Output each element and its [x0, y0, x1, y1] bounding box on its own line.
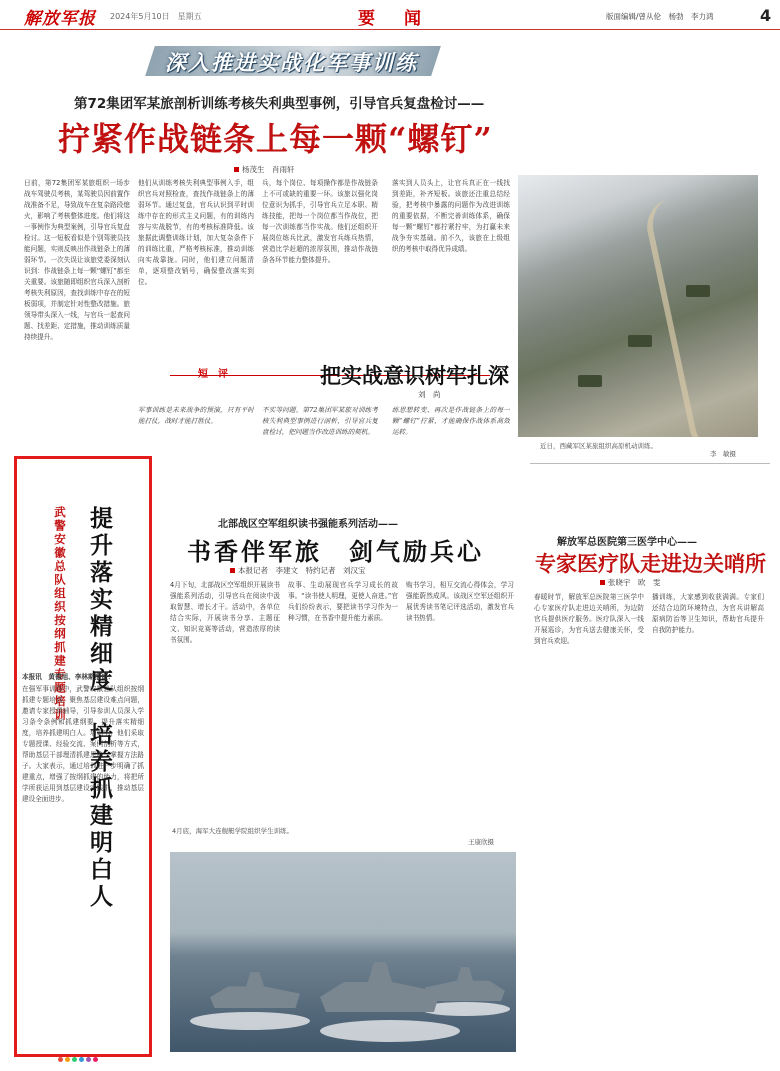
review-column-2: 不实等问题。第72集团军某旅对训练考核失利典型事例进行剖析，引导官兵复盘检讨，把问题当作改进训练的契机。 [262, 406, 378, 436]
ships-photo-caption: 4月底，海军大连舰艇学院组织学生训练。 [172, 827, 294, 835]
vehicle-icon [686, 285, 710, 297]
page-editors: 版面编辑/曾从伦 杨勃 李力鸿 [606, 12, 714, 21]
special-body: 在强军事训练中，武警安徽总队组织按纲抓建专题培训，聚焦基层建设难点问题，邀请专家授课辅导，引导参训人员深入学习条令条例和抓建纲要，提升落实精细度，培养抓建明白人。培训中，他们采取专题授课、经验交流、案例剖析等方式，帮助基层干部理清抓建思路、掌握方法路子。大家表示，通过培训进一步明确了抓建重点，增强了按纲抓建的能力，将把所学所获运用到基层建设实践中，推动基层建设全面进步。 [22, 685, 144, 803]
reading-column-1: 4月下旬，北部战区空军组织开展读书强能系列活动，引导官兵在阅读中汲取智慧、增长才干。活动中，各单位结合实际，开展读书分享、主题征文、知识竞赛等活动，营造浓厚的读书氛围。 [170, 581, 280, 644]
special-subheadline: 武警安徽总队组织按纲抓建专题培训 [53, 506, 67, 722]
warship-icon [425, 967, 505, 1001]
convoy-photo-credit: 李 敏摄 [710, 450, 736, 458]
hospital-column-2: 播训练，大家感到收获满满。专家们还结合边防环境特点，为官兵讲解高原病防治等卫生知识，帮助官兵提升自我防护能力。 [652, 593, 764, 634]
reading-column-3: 购书学习，相互交流心得体会，学习强能蔚然成风。该战区空军还组织开展优秀读书笔记评选活动，激发官兵读书热情。 [406, 581, 514, 622]
byline-marker-icon [234, 167, 239, 172]
hospital-column-1: 春暖时节，解放军总医院第三医学中心专家医疗队走进边关哨所，为边防官兵提供医疗服务。医疗队深入一线开展巡诊，为官兵送去健康关怀，受到官兵欢迎。 [534, 593, 644, 645]
dot-icon [72, 1057, 77, 1062]
section-title: 要 闻 [358, 9, 427, 29]
byline-marker-icon [230, 568, 235, 573]
page-number: 4 [760, 6, 772, 25]
newspaper-logo: 解放军报 [24, 9, 96, 29]
reading-byline [230, 565, 366, 576]
review-headline[interactable]: 把实战意识树牢扎深 [320, 363, 509, 388]
lead-column-3: 兵，每个岗位、每项操作都是作战链条上不可或缺的重要一环。该旅以强化岗位意识为抓手，引导官兵立足本职、精练技能，把每一个岗位都当作战位，把每一次训练都当作实战。他们还组织开展岗位练兵比武，激发官兵练兵热情，营造比学赶超的浓厚氛围，推动作战链条各环节能力整体提升。 [262, 179, 378, 264]
vehicle-icon [628, 335, 652, 347]
reading-byline-text: 本报记者 李建文 特约记者 刘汉宝 [238, 566, 366, 575]
reading-headline[interactable]: 书香伴军旅 剑气励兵心 [187, 537, 484, 566]
lead-column-4: 落实到人员头上，让官兵真正在一线找到差距，补齐短板。该旅还注重总结经验，把考核中暴露的问题作为改进训练的重要依据，不断完善训练体系，确保每一颗“螺钉”都拧紧拧牢，为打赢未来战争夯实基础。前不久，该旅在上级组织的考核中取得优异成绩。 [392, 179, 510, 253]
hospital-kicker: 解放军总医院第三医学中心—— [557, 537, 697, 548]
review-tag: 短 评 [198, 369, 228, 380]
lead-column-1: 日前，第72集团军某旅组织一场步战车驾驶员考核，某驾驶员因前置作战准备不足，导致战车在复杂路段熄火，影响了考核整体进度。他们将这一事例作为典型案例，引导官兵复盘检讨。这一短板看似是个别驾驶员技能问题，实则反映出作战链条上的薄弱环节。一次失误让该旅党委深刻认识到：作战链条上每一颗“螺钉”都至关重要。该旅随即组织官兵深入剖析考核失利原因，查找训练中存在的短板弱项，并制定针对性整改措施。旅领导带头深入一线，与官兵一起查问题、找差距、定措施，推动训练质量持续提升。 [24, 179, 130, 341]
hospital-headline[interactable]: 专家医疗队走进边关哨所 [535, 551, 766, 576]
warship-icon [320, 962, 440, 1012]
dot-icon [93, 1057, 98, 1062]
convoy-photo-caption: 近日，西藏军区某旅组织高原机动训练。 [540, 442, 657, 450]
mountain-road [642, 192, 755, 437]
lead-headline[interactable]: 拧紧作战链条上每一颗“螺钉” [58, 120, 493, 158]
dot-icon [86, 1057, 91, 1062]
hospital-byline [600, 577, 661, 588]
reading-kicker: 北部战区空军组织读书强能系列活动—— [218, 519, 398, 530]
lead-byline-text: 杨茂生 肖雨轩 [242, 165, 295, 174]
ships-photo-credit: 王康欣摄 [468, 838, 494, 846]
vehicle-icon [578, 375, 602, 387]
dot-icon [58, 1057, 63, 1062]
reading-column-2: 故事、生动展现官兵学习成长的故事。“读书使人明理，更使人奋进。”官兵们纷纷表示，要把读书学习作为一种习惯，在书香中提升能力素质。 [288, 581, 398, 622]
review-byline: 刘 尚 [418, 390, 441, 399]
warship-icon [210, 972, 300, 1008]
dot-icon [65, 1057, 70, 1062]
hospital-divider [530, 463, 770, 464]
hospital-byline-text: 张晓宇 欧 雯 [608, 578, 661, 587]
lead-column-2: 他们从训练考核失利典型事例入手，组织官兵对照检查，查找作战链条上的薄弱环节。通过复盘，官兵认识到平时训练中存在的形式主义问题，有的训练内容与实战脱节，有的考核标准降低。该旅据此调整训练计划，加大复杂条件下的训练比重，严格考核标准，推动训练向实战靠拢。同时，他们建立问题清单，逐项整改销号，确保整改落实到位。 [138, 179, 254, 286]
special-headline[interactable]: 提升落实精细度 培养抓建明白人 [86, 506, 113, 911]
wake [320, 1020, 460, 1042]
special-byline: 本报讯 黄德旭、李林斯报道： [22, 673, 115, 681]
review-column-1: 军事训练是未来战争的预演，只有平时能打仗，战时才能打胜仗。 [138, 406, 254, 425]
decorative-dots [58, 1047, 100, 1066]
lead-byline [234, 164, 295, 175]
warships-photo[interactable] [170, 852, 516, 1052]
lead-kicker: 第72集团军某旅剖析训练考核失利典型事例，引导官兵复盘检讨—— [74, 96, 485, 112]
issue-date: 2024年5月10日 星期五 [110, 12, 202, 21]
byline-marker-icon [600, 580, 605, 585]
wake [190, 1012, 310, 1030]
review-column-3: 练思想转变、再次是作战链条上的每一颗“螺钉”拧紧，才能确保作战体系高效运转。 [392, 406, 510, 436]
dot-icon [79, 1057, 84, 1062]
column-banner-text: 深入推进实战化军事训练 [165, 51, 418, 75]
convoy-photo[interactable] [518, 175, 758, 437]
